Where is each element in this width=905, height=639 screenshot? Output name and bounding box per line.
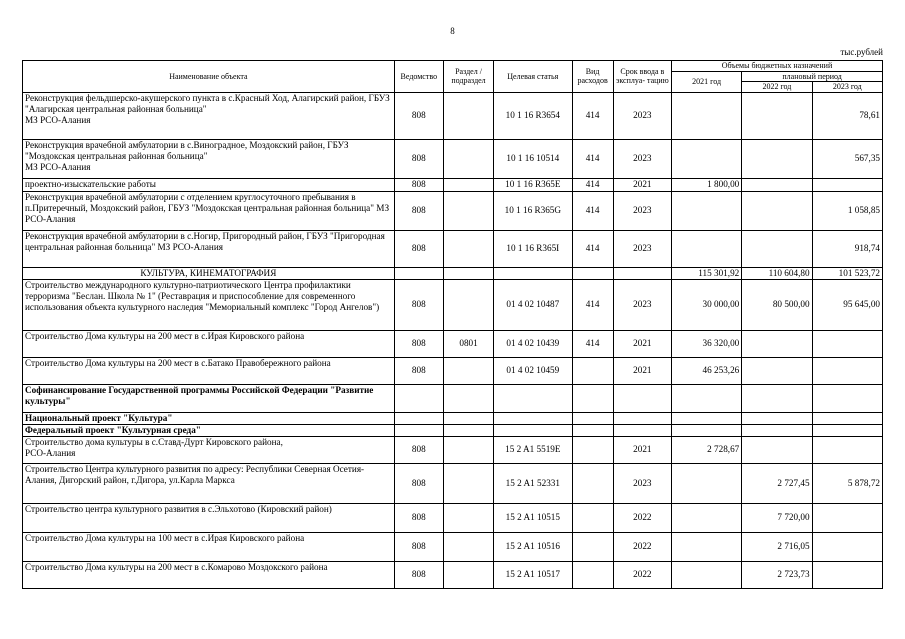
row-2021: 115 301,92 [671, 267, 741, 279]
row-2021: 2 728,67 [671, 436, 741, 463]
table-row [23, 178, 883, 191]
row-srok: 2023 [613, 139, 671, 178]
table-row [23, 561, 883, 588]
row-2023 [812, 357, 882, 384]
row-srok: 2022 [613, 532, 671, 561]
table-row [23, 384, 883, 412]
header-plan: плановый период [742, 71, 883, 82]
row-2023 [812, 503, 882, 532]
table-row [23, 357, 883, 384]
row-srok: 2023 [613, 279, 671, 330]
table-row [23, 412, 883, 424]
row-tsel [494, 424, 572, 436]
row-razdel [443, 561, 493, 588]
row-vid: 414 [572, 178, 613, 191]
row-vedomstvo: 808 [394, 178, 443, 191]
row-name: Строительство Дома культуры на 200 мест в с.Ирая Кировского района [23, 330, 395, 357]
header-2023: 2023 год [812, 82, 882, 93]
row-vid: 414 [572, 330, 613, 357]
row-razdel [443, 178, 493, 191]
row-vedomstvo: 808 [394, 191, 443, 230]
row-2022: 7 720,00 [742, 503, 812, 532]
row-srok: 2023 [613, 92, 671, 139]
row-tsel: 01 4 02 10487 [494, 279, 572, 330]
row-razdel [443, 436, 493, 463]
row-vedomstvo: 808 [394, 436, 443, 463]
row-name: Реконструкция фельдшерско-акушерского пункта в с.Красный Ход, Алагирский район, ГБУЗ "Алагирская центральная районная больница" МЗ РСО-Алания [23, 92, 395, 139]
row-vid [572, 532, 613, 561]
table-row [23, 532, 883, 561]
row-vid: 414 [572, 230, 613, 267]
row-2022 [742, 92, 812, 139]
row-2022 [742, 436, 812, 463]
row-srok: 2021 [613, 178, 671, 191]
row-vedomstvo [394, 384, 443, 412]
table-row [23, 191, 883, 230]
row-razdel [443, 503, 493, 532]
row-vid: 414 [572, 92, 613, 139]
units-label: тыс.рублей [840, 47, 883, 57]
row-2022 [742, 357, 812, 384]
row-tsel: 15 2 A1 5519E [494, 436, 572, 463]
row-2021 [671, 463, 741, 503]
row-2023 [812, 561, 882, 588]
row-tsel: 15 2 A1 10517 [494, 561, 572, 588]
table-row [23, 139, 883, 178]
row-name: проектно-изыскательские работы [23, 178, 395, 191]
row-tsel: 01 4 02 10439 [494, 330, 572, 357]
row-2021 [671, 412, 741, 424]
row-vedomstvo: 808 [394, 279, 443, 330]
row-2022: 110 604,80 [742, 267, 812, 279]
row-vedomstvo: 808 [394, 92, 443, 139]
row-srok: 2021 [613, 436, 671, 463]
row-2021: 36 320,00 [671, 330, 741, 357]
row-tsel [494, 267, 572, 279]
row-srok: 2022 [613, 503, 671, 532]
row-name: Федеральный проект "Культурная среда" [23, 424, 395, 436]
row-vid [572, 424, 613, 436]
row-vid: 414 [572, 191, 613, 230]
row-razdel [443, 139, 493, 178]
row-srok: 2023 [613, 463, 671, 503]
row-2021 [671, 561, 741, 588]
row-2022 [742, 384, 812, 412]
row-srok: 2023 [613, 191, 671, 230]
row-2023: 918,74 [812, 230, 882, 267]
row-name: Строительство Центра культурного развития по адресу: Республики Северная Осетия-Алания, Дигорский район, г.Дигора, ул.Карла Маркса [23, 463, 395, 503]
row-vid [572, 561, 613, 588]
table-row [23, 279, 883, 330]
row-name: КУЛЬТУРА, КИНЕМАТОГРАФИЯ [23, 267, 395, 279]
row-2023: 5 878,72 [812, 463, 882, 503]
row-vedomstvo: 808 [394, 139, 443, 178]
row-vid [572, 436, 613, 463]
row-razdel [443, 463, 493, 503]
row-vedomstvo: 808 [394, 532, 443, 561]
row-srok: 2021 [613, 330, 671, 357]
row-vedomstvo: 808 [394, 463, 443, 503]
table-row [23, 267, 883, 279]
row-2022: 2 716,05 [742, 532, 812, 561]
row-vedomstvo: 808 [394, 503, 443, 532]
row-vid [572, 463, 613, 503]
row-2023: 1 058,85 [812, 191, 882, 230]
row-name: Строительство Дома культуры на 200 мест в с.Комарово Моздокского района [23, 561, 395, 588]
row-srok: 2021 [613, 357, 671, 384]
row-2023 [812, 436, 882, 463]
row-tsel: 15 2 A1 10515 [494, 503, 572, 532]
row-2022 [742, 424, 812, 436]
row-2022 [742, 191, 812, 230]
row-2023: 567,35 [812, 139, 882, 178]
row-vedomstvo: 808 [394, 561, 443, 588]
row-srok [613, 384, 671, 412]
row-name: Строительство Дома культуры на 200 мест в с.Батако Правобережного района [23, 357, 395, 384]
row-vid [572, 412, 613, 424]
row-2022 [742, 330, 812, 357]
row-2023 [812, 330, 882, 357]
row-razdel [443, 279, 493, 330]
row-srok [613, 267, 671, 279]
row-2021 [671, 92, 741, 139]
row-2023 [812, 178, 882, 191]
row-vedomstvo [394, 412, 443, 424]
header-tsel: Целевая статья [494, 61, 572, 93]
row-2023 [812, 384, 882, 412]
row-2022: 2 727,45 [742, 463, 812, 503]
row-2021 [671, 424, 741, 436]
row-tsel [494, 384, 572, 412]
row-2023: 95 645,00 [812, 279, 882, 330]
row-2021: 30 000,00 [671, 279, 741, 330]
row-razdel [443, 191, 493, 230]
header-srok: Срок ввода в эксплуа- тацию [613, 61, 671, 93]
row-2021: 46 253,26 [671, 357, 741, 384]
row-tsel: 10 1 16 R3654 [494, 92, 572, 139]
row-tsel [494, 412, 572, 424]
row-vedomstvo [394, 424, 443, 436]
row-tsel: 15 2 A1 52331 [494, 463, 572, 503]
row-razdel [443, 532, 493, 561]
table-row [23, 330, 883, 357]
row-razdel: 0801 [443, 330, 493, 357]
row-2022 [742, 230, 812, 267]
row-vedomstvo: 808 [394, 230, 443, 267]
row-tsel: 10 1 16 R365G [494, 191, 572, 230]
row-vedomstvo: 808 [394, 330, 443, 357]
header-razdel: Раздел / подраздел [443, 61, 493, 93]
row-vid: 414 [572, 279, 613, 330]
row-razdel [443, 424, 493, 436]
row-2021 [671, 384, 741, 412]
row-name: Национальный проект "Культура" [23, 412, 395, 424]
row-2023: 101 523,72 [812, 267, 882, 279]
row-2023 [812, 532, 882, 561]
row-2023: 78,61 [812, 92, 882, 139]
row-razdel [443, 357, 493, 384]
row-srok [613, 412, 671, 424]
row-tsel: 01 4 02 10459 [494, 357, 572, 384]
header-2021: 2021 год [671, 71, 741, 92]
row-tsel: 10 1 16 R365I [494, 230, 572, 267]
row-2022 [742, 178, 812, 191]
row-2021 [671, 139, 741, 178]
row-razdel [443, 92, 493, 139]
row-razdel [443, 267, 493, 279]
row-vedomstvo [394, 267, 443, 279]
row-razdel [443, 230, 493, 267]
row-name: Реконструкция врачебной амбулатории в с.Виноградное, Моздокский район, ГБУЗ "Моздокская центральная районная больница" МЗ РСО-Алания [23, 139, 395, 178]
row-name: Строительство центра культурного развития в с.Эльхотово (Кировский район) [23, 503, 395, 532]
row-2023 [812, 424, 882, 436]
row-vid: 414 [572, 139, 613, 178]
row-razdel [443, 412, 493, 424]
row-name: Реконструкция врачебной амбулатории в с.Ногир, Пригородный район, ГБУЗ "Пригородная центральная районная больница" МЗ РСО-Алания [23, 230, 395, 267]
table-row [23, 92, 883, 139]
row-name: Строительство Дома культуры на 100 мест в с.Ирая Кировского района [23, 532, 395, 561]
row-name: Реконструкция врачебной амбулатории с отделением круглосуточного пребывания в п.Притеречный, Моздокский район, ГБУЗ "Моздокская центральная районная больница" МЗ РСО-Алания [23, 191, 395, 230]
row-tsel: 15 2 A1 10516 [494, 532, 572, 561]
row-vid [572, 267, 613, 279]
row-vid [572, 357, 613, 384]
row-srok [613, 424, 671, 436]
row-srok: 2022 [613, 561, 671, 588]
row-tsel: 10 1 16 10514 [494, 139, 572, 178]
table-body [23, 92, 883, 588]
header-vid: Вид расходов [572, 61, 613, 93]
page-number: 8 [450, 26, 455, 36]
budget-table [22, 60, 883, 589]
table-row [23, 436, 883, 463]
row-2021: 1 800,00 [671, 178, 741, 191]
header-vedomstvo: Ведомство [394, 61, 443, 93]
table-row [23, 463, 883, 503]
row-2021 [671, 503, 741, 532]
row-razdel [443, 384, 493, 412]
header-name: Наименование объекта [23, 61, 395, 93]
row-2021 [671, 532, 741, 561]
table-row [23, 424, 883, 436]
row-vid [572, 384, 613, 412]
row-srok: 2023 [613, 230, 671, 267]
row-vid [572, 503, 613, 532]
row-2022 [742, 412, 812, 424]
row-name: Строительство международного культурно-патриотического Центра профилактики терроризма "Беслан. Школа № 1" (Реставрация и приспособление для современного использования объекта культурного наследия "Мемориальный комплекс "Город Ангелов") [23, 279, 395, 330]
header-2022: 2022 год [742, 82, 812, 93]
row-2022 [742, 139, 812, 178]
row-tsel: 10 1 16 R365E [494, 178, 572, 191]
row-name: Строительство дома культуры в с.Ставд-Дурт Кировского района, РСО-Алания [23, 436, 395, 463]
table-row [23, 230, 883, 267]
row-name: Софинансирование Государственной программы Российской Федерации "Развитие культуры" [23, 384, 395, 412]
row-vedomstvo: 808 [394, 357, 443, 384]
header-volumes: Объемы бюджетных назначений [671, 61, 882, 72]
row-2021 [671, 191, 741, 230]
row-2022: 2 723,73 [742, 561, 812, 588]
row-2021 [671, 230, 741, 267]
row-2023 [812, 412, 882, 424]
table-row [23, 503, 883, 532]
row-2022: 80 500,00 [742, 279, 812, 330]
